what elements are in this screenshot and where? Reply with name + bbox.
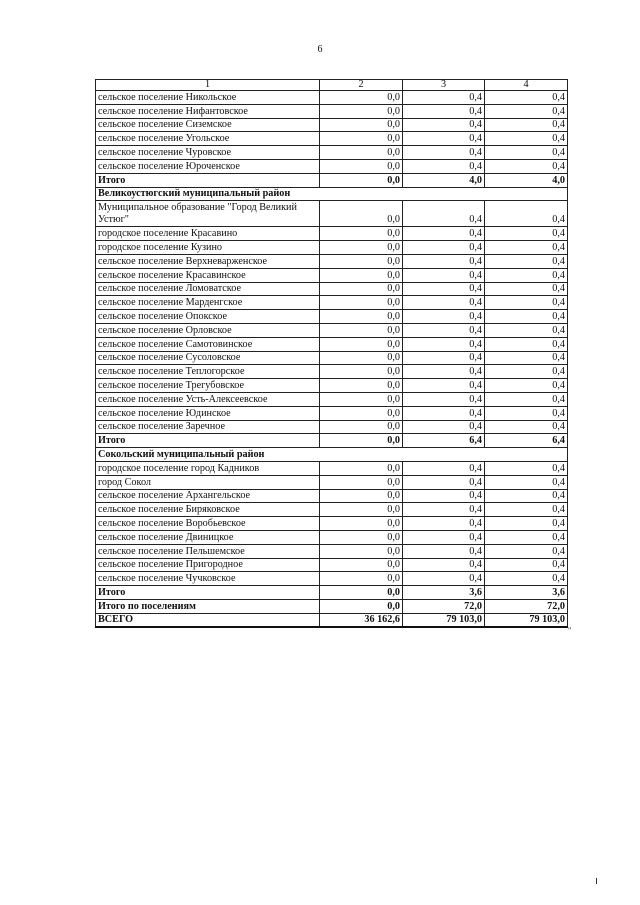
value-col-3: 0,4 — [403, 475, 485, 489]
name-cell: сельское поселение Опокское — [96, 310, 320, 324]
header-col-1: 1 — [96, 80, 320, 91]
header-col-4: 4 — [485, 80, 568, 91]
name-cell: сельское поселение Угольское — [96, 132, 320, 146]
table-row — [96, 310, 568, 324]
value-col-3: 0,4 — [403, 544, 485, 558]
table-row — [96, 118, 568, 132]
name-cell: сельское поселение Самотовинское — [96, 337, 320, 351]
name-cell: Итого по поселениям — [96, 599, 320, 613]
value-col-2: 0,0 — [320, 323, 403, 337]
value-col-3: 0,4 — [403, 337, 485, 351]
table-row — [96, 296, 568, 310]
value-col-4: 0,4 — [485, 227, 568, 241]
value-col-3: 0,4 — [403, 503, 485, 517]
value-col-3: 0,4 — [403, 296, 485, 310]
value-col-2: 0,0 — [320, 586, 403, 600]
value-col-4: 0,4 — [485, 310, 568, 324]
value-col-4: 0,4 — [485, 365, 568, 379]
value-col-3: 0,4 — [403, 132, 485, 146]
value-col-2: 0,0 — [320, 254, 403, 268]
value-col-2: 0,0 — [320, 118, 403, 132]
value-col-4: 0,4 — [485, 296, 568, 310]
value-col-2: 36 162,6 — [320, 613, 403, 627]
value-col-2: 0,0 — [320, 530, 403, 544]
value-col-3: 0,4 — [403, 227, 485, 241]
value-col-2: 0,0 — [320, 159, 403, 173]
grand-total-row — [96, 613, 568, 627]
name-cell: городское поселение город Кадников — [96, 461, 320, 475]
name-cell: сельское поселение Заречное — [96, 420, 320, 434]
value-col-2: 0,0 — [320, 132, 403, 146]
name-cell: сельское поселение Никольское — [96, 91, 320, 105]
header-col-3: 3 — [403, 80, 485, 91]
table-row — [96, 254, 568, 268]
group-title: Сокольский муниципальный район — [96, 448, 568, 462]
value-col-2: 0,0 — [320, 201, 403, 227]
table-row — [96, 146, 568, 160]
closing-quote-mark: " — [568, 626, 572, 635]
value-col-3: 0,4 — [403, 517, 485, 531]
value-col-2: 0,0 — [320, 241, 403, 255]
table-row — [96, 323, 568, 337]
value-col-2: 0,0 — [320, 268, 403, 282]
header-row — [96, 80, 568, 91]
name-cell: сельское поселение Воробьевское — [96, 517, 320, 531]
value-col-4: 0,4 — [485, 489, 568, 503]
value-col-4: 72,0 — [485, 599, 568, 613]
value-col-3: 0,4 — [403, 282, 485, 296]
name-cell: сельское поселение Ломоватское — [96, 282, 320, 296]
name-cell: ВСЕГО — [96, 613, 320, 627]
total-row — [96, 599, 568, 613]
table-row — [96, 544, 568, 558]
value-col-4: 0,4 — [485, 268, 568, 282]
table-row — [96, 558, 568, 572]
value-col-3: 0,4 — [403, 146, 485, 160]
table-row — [96, 530, 568, 544]
value-col-3: 0,4 — [403, 420, 485, 434]
value-col-4: 0,4 — [485, 146, 568, 160]
value-col-3: 3,6 — [403, 586, 485, 600]
value-col-3: 79 103,0 — [403, 613, 485, 627]
value-col-3: 0,4 — [403, 558, 485, 572]
value-col-3: 0,4 — [403, 351, 485, 365]
name-cell: городское поселение Кузино — [96, 241, 320, 255]
table-row — [96, 282, 568, 296]
value-col-3: 0,4 — [403, 379, 485, 393]
value-col-4: 0,4 — [485, 544, 568, 558]
value-col-2: 0,0 — [320, 379, 403, 393]
value-col-2: 0,0 — [320, 91, 403, 105]
value-col-2: 0,0 — [320, 392, 403, 406]
value-col-4: 0,4 — [485, 406, 568, 420]
value-col-4: 0,4 — [485, 282, 568, 296]
value-col-3: 6,4 — [403, 434, 485, 448]
total-row — [96, 173, 568, 187]
value-col-3: 0,4 — [403, 159, 485, 173]
value-col-2: 0,0 — [320, 173, 403, 187]
value-col-3: 0,4 — [403, 323, 485, 337]
value-col-3: 0,4 — [403, 461, 485, 475]
value-col-2: 0,0 — [320, 296, 403, 310]
table-row — [96, 392, 568, 406]
value-col-4: 0,4 — [485, 118, 568, 132]
table-row — [96, 420, 568, 434]
value-col-4: 0,4 — [485, 201, 568, 227]
value-col-2: 0,0 — [320, 558, 403, 572]
value-col-4: 0,4 — [485, 530, 568, 544]
group-header-row — [96, 187, 568, 201]
name-cell: сельское поселение Сиземское — [96, 118, 320, 132]
value-col-3: 0,4 — [403, 365, 485, 379]
value-col-2: 0,0 — [320, 475, 403, 489]
name-cell: Итого — [96, 586, 320, 600]
value-col-3: 0,4 — [403, 406, 485, 420]
value-col-4: 0,4 — [485, 379, 568, 393]
name-cell: сельское поселение Трегубовское — [96, 379, 320, 393]
value-col-4: 0,4 — [485, 475, 568, 489]
value-col-2: 0,0 — [320, 227, 403, 241]
budget-table — [95, 79, 568, 628]
value-col-4: 0,4 — [485, 323, 568, 337]
name-cell: сельское поселение Чуровское — [96, 146, 320, 160]
value-col-3: 0,4 — [403, 392, 485, 406]
value-col-2: 0,0 — [320, 461, 403, 475]
value-col-3: 0,4 — [403, 104, 485, 118]
name-cell: сельское поселение Теплогорское — [96, 365, 320, 379]
page-number: 6 — [317, 44, 323, 55]
value-col-3: 0,4 — [403, 91, 485, 105]
name-cell: Итого — [96, 434, 320, 448]
value-col-4: 0,4 — [485, 241, 568, 255]
value-col-3: 0,4 — [403, 241, 485, 255]
name-cell: сельское поселение Юроченское — [96, 159, 320, 173]
value-col-2: 0,0 — [320, 310, 403, 324]
name-cell: сельское поселение Чучковское — [96, 572, 320, 586]
value-col-3: 0,4 — [403, 118, 485, 132]
name-cell: городское поселение Красавино — [96, 227, 320, 241]
value-col-2: 0,0 — [320, 365, 403, 379]
table-row — [96, 489, 568, 503]
table-row — [96, 379, 568, 393]
total-row — [96, 586, 568, 600]
table-row — [96, 572, 568, 586]
table-row — [96, 241, 568, 255]
value-col-3: 4,0 — [403, 173, 485, 187]
table-row — [96, 503, 568, 517]
table-row — [96, 132, 568, 146]
scan-mark — [596, 878, 597, 884]
table-row — [96, 104, 568, 118]
name-cell: город Сокол — [96, 475, 320, 489]
value-col-2: 0,0 — [320, 351, 403, 365]
table-row — [96, 227, 568, 241]
value-col-2: 0,0 — [320, 503, 403, 517]
value-col-3: 0,4 — [403, 201, 485, 227]
table-body — [96, 91, 568, 628]
table-row — [96, 517, 568, 531]
value-col-4: 3,6 — [485, 586, 568, 600]
value-col-3: 0,4 — [403, 254, 485, 268]
total-row — [96, 434, 568, 448]
table-header — [96, 80, 568, 91]
value-col-4: 0,4 — [485, 159, 568, 173]
name-cell: сельское поселение Орловское — [96, 323, 320, 337]
value-col-4: 0,4 — [485, 572, 568, 586]
value-col-2: 0,0 — [320, 282, 403, 296]
table-row — [96, 475, 568, 489]
table-row — [96, 351, 568, 365]
value-col-2: 0,0 — [320, 517, 403, 531]
value-col-4: 4,0 — [485, 173, 568, 187]
value-col-3: 0,4 — [403, 530, 485, 544]
name-cell: сельское поселение Пригородное — [96, 558, 320, 572]
value-col-2: 0,0 — [320, 489, 403, 503]
table-row — [96, 201, 568, 227]
table-row — [96, 337, 568, 351]
value-col-2: 0,0 — [320, 572, 403, 586]
value-col-2: 0,0 — [320, 406, 403, 420]
value-col-2: 0,0 — [320, 544, 403, 558]
table-row — [96, 461, 568, 475]
value-col-2: 0,0 — [320, 104, 403, 118]
value-col-2: 0,0 — [320, 146, 403, 160]
value-col-3: 72,0 — [403, 599, 485, 613]
value-col-3: 0,4 — [403, 310, 485, 324]
value-col-4: 0,4 — [485, 104, 568, 118]
name-cell: сельское поселение Красавинское — [96, 268, 320, 282]
name-cell: сельское поселение Архангельское — [96, 489, 320, 503]
name-cell: Итого — [96, 173, 320, 187]
table-row — [96, 91, 568, 105]
name-cell: Муниципальное образование "Город Великий Устюг" — [96, 201, 320, 227]
group-title: Великоустюгский муниципальный район — [96, 187, 568, 201]
value-col-4: 0,4 — [485, 392, 568, 406]
name-cell: сельское поселение Нифантовское — [96, 104, 320, 118]
value-col-4: 0,4 — [485, 517, 568, 531]
value-col-4: 0,4 — [485, 254, 568, 268]
name-cell: сельское поселение Пельшемское — [96, 544, 320, 558]
group-header-row — [96, 448, 568, 462]
value-col-3: 0,4 — [403, 268, 485, 282]
value-col-2: 0,0 — [320, 337, 403, 351]
value-col-4: 0,4 — [485, 351, 568, 365]
table-row — [96, 268, 568, 282]
table-row — [96, 406, 568, 420]
name-cell: сельское поселение Сусоловское — [96, 351, 320, 365]
value-col-4: 79 103,0 — [485, 613, 568, 627]
table-row — [96, 159, 568, 173]
value-col-2: 0,0 — [320, 420, 403, 434]
name-cell: сельское поселение Усть-Алексеевское — [96, 392, 320, 406]
name-cell: сельское поселение Биряковское — [96, 503, 320, 517]
name-cell: сельское поселение Юдинское — [96, 406, 320, 420]
name-cell: сельское поселение Верхневарженское — [96, 254, 320, 268]
value-col-4: 0,4 — [485, 420, 568, 434]
table-row — [96, 365, 568, 379]
value-col-3: 0,4 — [403, 572, 485, 586]
value-col-4: 0,4 — [485, 461, 568, 475]
value-col-4: 0,4 — [485, 91, 568, 105]
value-col-2: 0,0 — [320, 599, 403, 613]
name-cell: сельское поселение Марденгское — [96, 296, 320, 310]
value-col-4: 0,4 — [485, 503, 568, 517]
value-col-2: 0,0 — [320, 434, 403, 448]
value-col-4: 0,4 — [485, 132, 568, 146]
name-cell: сельское поселение Двиницкое — [96, 530, 320, 544]
value-col-4: 6,4 — [485, 434, 568, 448]
header-col-2: 2 — [320, 80, 403, 91]
value-col-4: 0,4 — [485, 558, 568, 572]
value-col-3: 0,4 — [403, 489, 485, 503]
value-col-4: 0,4 — [485, 337, 568, 351]
